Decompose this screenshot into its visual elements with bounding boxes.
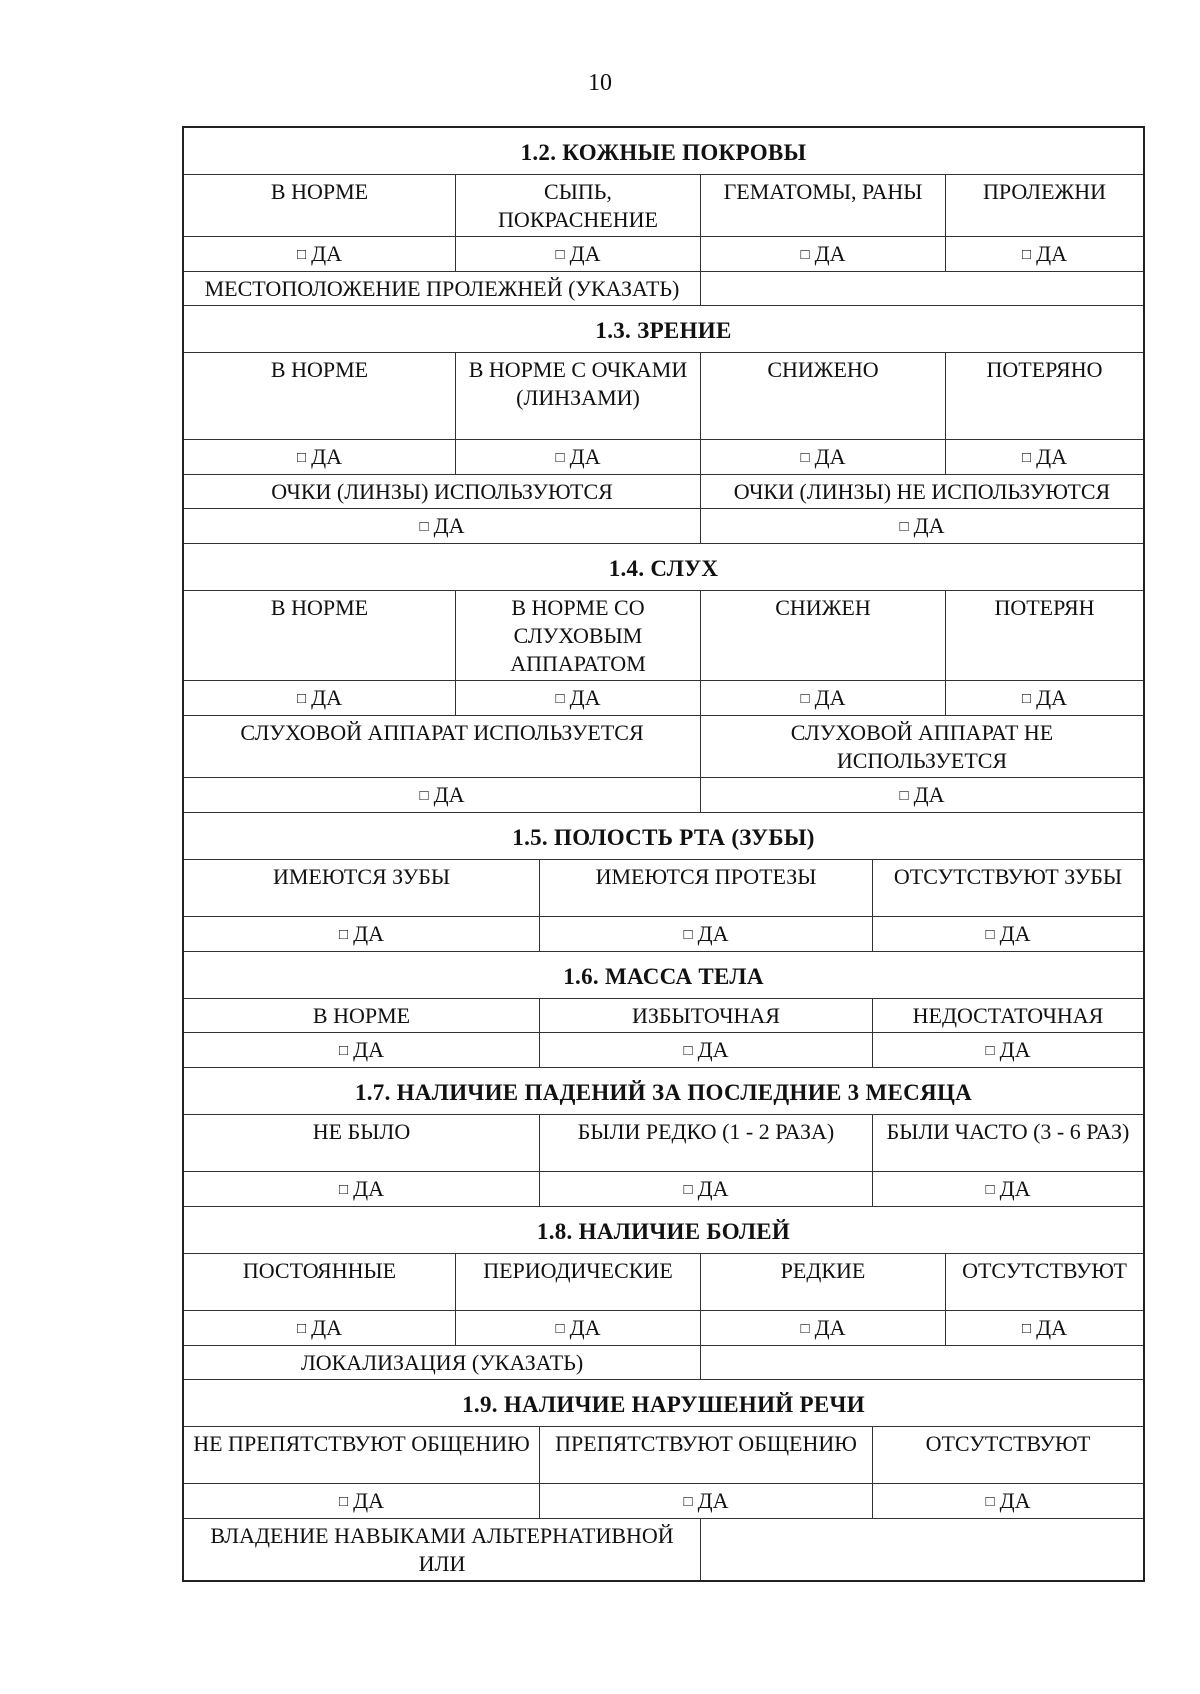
options-row (184, 1253, 1143, 1310)
option-label: БЫЛИ ЧАСТО (3 - 6 РАЗ) (872, 1115, 1143, 1171)
yes-checkbox[interactable]: □ ДА (700, 440, 945, 474)
section-title: 1.3. ЗРЕНИЕ (595, 318, 732, 343)
location-label: ЛОКАЛИЗАЦИЯ (УКАЗАТЬ) (300, 1350, 584, 1375)
yes-checkbox[interactable]: □ ДА (700, 1311, 945, 1345)
section-title: 1.2. КОЖНЫЕ ПОКРОВЫ (520, 140, 807, 165)
option-label: ГЕМАТОМЫ, РАНЫ (700, 175, 945, 236)
yes-checkbox[interactable]: □ ДА (184, 1311, 455, 1345)
yes-checkbox[interactable]: □ ДА (700, 778, 1143, 812)
location-row (184, 1345, 1143, 1379)
option-label: БЫЛИ РЕДКО (1 - 2 РАЗА) (539, 1115, 872, 1171)
options-row (184, 859, 1143, 916)
yes-checkbox[interactable]: □ ДА (872, 1484, 1143, 1518)
section-title: 1.5. ПОЛОСТЬ РТА (ЗУБЫ) (512, 825, 815, 850)
section-speech (184, 1379, 1143, 1580)
skills-input[interactable] (700, 1519, 1143, 1580)
options-row (184, 174, 1143, 236)
section-hearing (184, 543, 1143, 812)
section-title: 1.6. МАССА ТЕЛА (563, 964, 764, 989)
section-title: 1.9. НАЛИЧИЕ НАРУШЕНИЙ РЕЧИ (462, 1392, 865, 1417)
checkbox-row (184, 508, 1143, 543)
checkbox-row (184, 236, 1143, 271)
yes-checkbox[interactable]: □ ДА (184, 1172, 539, 1206)
section-pain (184, 1206, 1143, 1379)
option-label: В НОРМЕ (312, 1003, 411, 1028)
yes-checkbox[interactable]: □ ДА (184, 1033, 539, 1067)
yes-checkbox[interactable]: □ ДА (872, 917, 1143, 951)
option-label: НЕ ПРЕПЯТСТВУЮТ ОБЩЕНИЮ (193, 1431, 530, 1456)
option-label: НЕДОСТАТОЧНАЯ (872, 999, 1143, 1032)
option-label: В НОРМЕ (270, 357, 369, 382)
yes-checkbox[interactable]: □ ДА (184, 1484, 539, 1518)
option-label: ОТСУТСТВУЮТ ЗУБЫ (872, 860, 1143, 916)
yes-checkbox[interactable]: □ ДА (700, 509, 1143, 543)
option-label: ОТСУТСТВУЮТ (872, 1427, 1143, 1483)
option-label: НЕ БЫЛО (312, 1119, 411, 1144)
yes-checkbox[interactable]: □ ДА (455, 681, 700, 715)
options-row (184, 590, 1143, 680)
yes-checkbox[interactable]: □ ДА (945, 681, 1143, 715)
yes-checkbox[interactable]: □ ДА (945, 1311, 1143, 1345)
option-label: ПОТЕРЯН (945, 591, 1143, 680)
option-label: В НОРМЕ СО СЛУХОВЫМ АППАРАТОМ (455, 591, 700, 680)
yes-checkbox[interactable]: □ ДА (184, 237, 455, 271)
option-label: РЕДКИЕ (700, 1254, 945, 1310)
aid-used-label: СЛУХОВОЙ АППАРАТ ИСПОЛЬЗУЕТСЯ (240, 720, 644, 745)
yes-checkbox[interactable]: □ ДА (184, 778, 700, 812)
option-label: ИЗБЫТОЧНАЯ (539, 999, 872, 1032)
checkbox-row (184, 439, 1143, 474)
option-label: В НОРМЕ (270, 179, 369, 204)
option-label: ПОСТОЯННЫЕ (242, 1258, 397, 1283)
option-label: ПОТЕРЯНО (945, 353, 1143, 439)
section-mouth (184, 812, 1143, 951)
yes-checkbox[interactable]: □ ДА (539, 917, 872, 951)
section-falls (184, 1067, 1143, 1206)
section-title: 1.7. НАЛИЧИЕ ПАДЕНИЙ ЗА ПОСЛЕДНИЕ 3 МЕСЯЦА (354, 1080, 973, 1105)
assessment-form (182, 126, 1145, 1582)
checkbox-row (184, 1310, 1143, 1345)
yes-checkbox[interactable]: □ ДА (539, 1033, 872, 1067)
checkbox-row (184, 916, 1143, 951)
yes-checkbox[interactable]: □ ДА (945, 440, 1143, 474)
location-input[interactable] (700, 1346, 1143, 1379)
yes-checkbox[interactable]: □ ДА (872, 1172, 1143, 1206)
location-input[interactable] (700, 272, 1143, 305)
option-label: ИМЕЮТСЯ ЗУБЫ (272, 864, 451, 889)
yes-checkbox[interactable]: □ ДА (455, 1311, 700, 1345)
usage-row (184, 474, 1143, 508)
location-row (184, 271, 1143, 305)
yes-checkbox[interactable]: □ ДА (872, 1033, 1143, 1067)
option-label: ПРОЛЕЖНИ (945, 175, 1143, 236)
glasses-used-label: ОЧКИ (ЛИНЗЫ) ИСПОЛЬЗУЮТСЯ (271, 479, 613, 504)
section-skin (184, 128, 1143, 305)
page-number: 10 (588, 70, 612, 96)
option-label: ИМЕЮТСЯ ПРОТЕЗЫ (539, 860, 872, 916)
yes-checkbox[interactable]: □ ДА (184, 440, 455, 474)
option-label: В НОРМЕ (270, 595, 369, 620)
glasses-not-used-label: ОЧКИ (ЛИНЗЫ) НЕ ИСПОЛЬЗУЮТСЯ (700, 475, 1143, 508)
option-label: ПРЕПЯТСТВУЮТ ОБЩЕНИЮ (539, 1427, 872, 1483)
yes-checkbox[interactable]: □ ДА (539, 1172, 872, 1206)
section-vision (184, 305, 1143, 543)
checkbox-row (184, 1032, 1143, 1067)
skills-row (184, 1518, 1143, 1580)
yes-checkbox[interactable]: □ ДА (184, 681, 455, 715)
option-label: В НОРМЕ С ОЧКАМИ (ЛИНЗАМИ) (455, 353, 700, 439)
option-label: СЫПЬ, ПОКРАСНЕНИЕ (455, 175, 700, 236)
skills-label: ВЛАДЕНИЕ НАВЫКАМИ АЛЬТЕРНАТИВНОЙ ИЛИ (210, 1523, 674, 1576)
option-label: СНИЖЕНО (700, 353, 945, 439)
section-title: 1.8. НАЛИЧИЕ БОЛЕЙ (536, 1219, 791, 1244)
options-row (184, 998, 1143, 1032)
yes-checkbox[interactable]: □ ДА (455, 237, 700, 271)
yes-checkbox[interactable]: □ ДА (945, 237, 1143, 271)
checkbox-row (184, 1483, 1143, 1518)
usage-row (184, 715, 1143, 777)
section-title: 1.4. СЛУХ (608, 556, 719, 581)
option-label: СНИЖЕН (700, 591, 945, 680)
yes-checkbox[interactable]: □ ДА (184, 509, 700, 543)
checkbox-row (184, 1171, 1143, 1206)
options-row (184, 1426, 1143, 1483)
option-label: ОТСУТСТВУЮТ (945, 1254, 1143, 1310)
options-row (184, 1114, 1143, 1171)
options-row (184, 352, 1143, 439)
checkbox-row (184, 680, 1143, 715)
section-weight (184, 951, 1143, 1067)
location-label: МЕСТОПОЛОЖЕНИЕ ПРОЛЕЖНЕЙ (УКАЗАТЬ) (204, 276, 680, 301)
yes-checkbox[interactable]: □ ДА (455, 440, 700, 474)
yes-checkbox[interactable]: □ ДА (700, 237, 945, 271)
yes-checkbox[interactable]: □ ДА (539, 1484, 872, 1518)
checkbox-row (184, 777, 1143, 812)
option-label: ПЕРИОДИЧЕСКИЕ (455, 1254, 700, 1310)
yes-checkbox[interactable]: □ ДА (184, 917, 539, 951)
yes-checkbox[interactable]: □ ДА (700, 681, 945, 715)
aid-not-used-label: СЛУХОВОЙ АППАРАТ НЕ ИСПОЛЬЗУЕТСЯ (700, 716, 1143, 777)
